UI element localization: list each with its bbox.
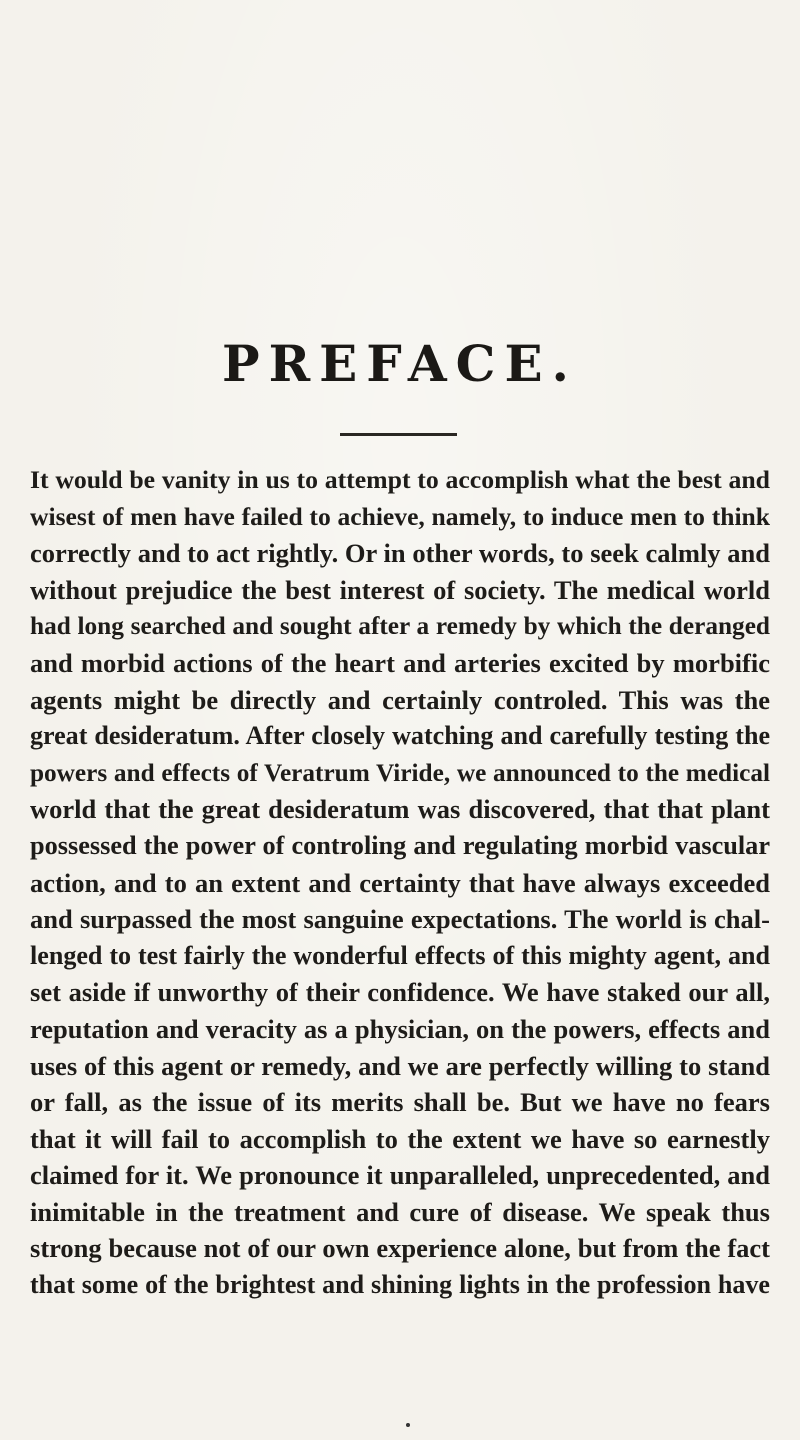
- text-line: correctly and to act rightly. Or in other words, to seek calmly and: [30, 538, 770, 569]
- text-line: had long searched and sought after a remedy by which the deranged: [30, 612, 770, 641]
- text-line: action, and to an extent and certainty that have always exceeded: [30, 867, 770, 898]
- text-line: that some of the brightest and shining lights in the profession have: [30, 1270, 770, 1300]
- text-line: possessed the power of controling and regulating morbid vascular: [30, 830, 770, 860]
- text-line: wisest of men have failed to achieve, namely, to induce men to think: [30, 501, 770, 531]
- text-line: great desideratum. After closely watching and carefully testing the: [30, 721, 770, 751]
- text-line: lenged to test fairly the wonderful effects of this mighty agent, and: [30, 940, 770, 970]
- text-line: strong because not of our own experience alone, but from the fact: [30, 1233, 770, 1264]
- text-line: that it will fail to accomplish to the extent we have so earnestly: [30, 1123, 770, 1154]
- ink-speck: [406, 1423, 410, 1427]
- text-line: set aside if unworthy of their confidence. We have staked our all,: [30, 977, 770, 1008]
- text-line: powers and effects of Veratrum Viride, we announced to the medical: [30, 758, 770, 787]
- text-line: world that the great desideratum was discovered, that that plant: [30, 794, 770, 825]
- text-line: without prejudice the best interest of society. The medical world: [30, 574, 770, 605]
- text-line: claimed for it. We pronounce it unparalleled, unprecedented, and: [30, 1160, 770, 1191]
- text-line: inimitable in the treatment and cure of disease. We speak thus: [30, 1196, 770, 1227]
- text-line: uses of this agent or remedy, and we are perfectly willing to stand: [30, 1050, 770, 1081]
- text-line: or fall, as the issue of its merits shall be. But we have no fears: [30, 1087, 770, 1118]
- text-line: and morbid actions of the heart and arteries excited by morbific: [30, 647, 770, 678]
- text-line: It would be vanity in us to attempt to accomplish what the best and: [30, 465, 770, 494]
- text-line: agents might be directly and certainly controled. This was the: [30, 684, 770, 715]
- text-line: and surpassed the most sanguine expectations. The world is chal-: [30, 904, 770, 935]
- title-rule: [340, 433, 457, 436]
- page-title: PREFACE.: [222, 334, 578, 393]
- preface-body: [30, 462, 770, 1304]
- text-line: reputation and veracity as a physician, on the powers, effects and: [30, 1013, 770, 1044]
